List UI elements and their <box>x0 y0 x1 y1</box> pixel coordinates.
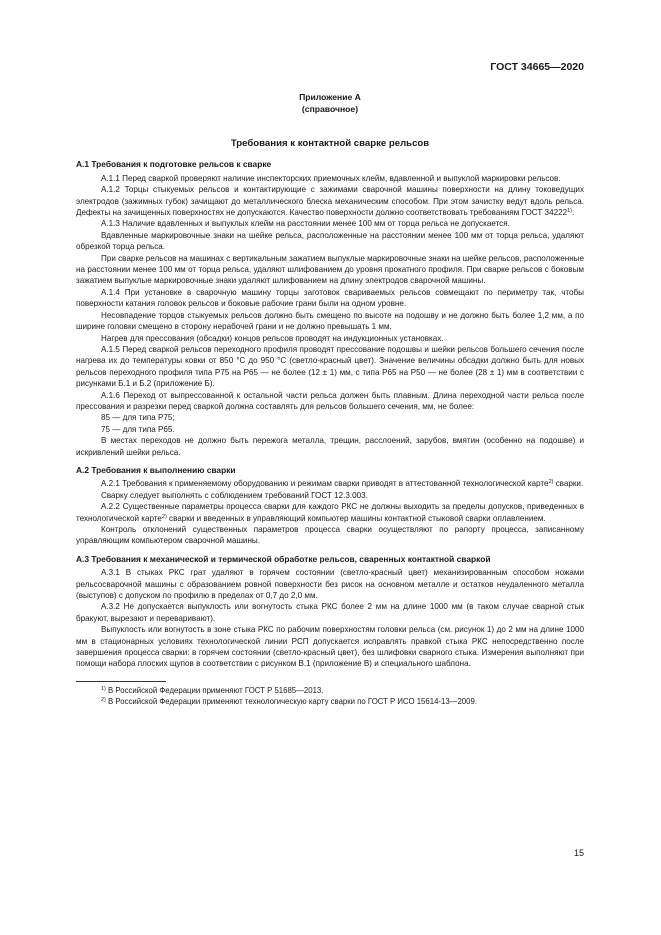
paragraph: А.1.4 При установке в сварочную машину торцы заготовок свариваемых рельсов совмещают по периметру так, чтобы поверхности катания головок рельсов и боковые рабочие грани были на одном уровне. <box>76 287 584 309</box>
footnote-ref: 1) <box>567 208 572 215</box>
paragraph: Несовпадение торцов стыкуемых рельсов должно быть смещено по высоте на подошву и не должно быть более 1,2 мм, а по ширине головки смещено в сторону нерабочей грани и не должно превышать 1 мм. <box>76 310 584 332</box>
annex-title: Требования к контактной сварке рельсов <box>230 138 430 149</box>
paragraph: В местах переходов не должно быть пережога металла, трещин, расслоений, зарубов, вмятин (особенно на подошве) и искривлений шейки рельса. <box>76 436 584 457</box>
paragraph: Выпуклость или вогнутость в зоне стыка РКС по рабочим поверхностям головки рельса (см. рисунок 1) до 2 мм на длине 1000 мм в стационарных условиях технологической линии РСП допускается исправлять правкой стыка РКС непосредственно после завершения процесса сварки: в горячем состоянии (светло-красный цвет), без шлифовки сварного стыка. Измерения выполняют при помощи набора плоских щупов в соответствии с рисунком В.1 (приложение В) и специального шаблона. <box>76 625 584 669</box>
section-a3-heading: А.3 Требования к механической и термической обработке рельсов, сваренных контактной сваркой <box>76 553 491 564</box>
footnote-2: $^{2)}$ В Российской Федерации применяют технологическую карту сварки по ГОСТ Р ИСО 15614-13—2009. <box>101 697 477 707</box>
paragraph: А.1.6 Переход от выпрессованной к остальной части рельса должен быть плавным. Длина переходной части рельса после прессования и разрезки перед сваркой должна составлять для рельсов большего сечения, мм, не более: <box>76 390 584 411</box>
annex-type: (справочное) <box>301 103 359 114</box>
paragraph: А.1.2 Торцы стыкуемых рельсов и контактирующие с зажимами сварочной машины поверхности на длину токоведущих электродов (зажимных губок) зачищают до металлического блеска механическим способом. При этом зачистку ведут вдоль рельса. Дефекты на зачищенных поверхностях не допускаются. Качество поверхности должно соответствовать требованиям ГОСТ 34222$^{1)}$. <box>76 185 584 218</box>
paragraph: При сварке рельсов на машинах с вертикальным зажатием выпуклые маркировочные знаки на шейке рельсов, расположенные на расстоянии менее 100 мм от торца рельса, удаляют шлифованием до уровня прокатного профиля. При сварке рельсов с боковым зажатием выпуклые маркировочные знаки удаляют шлифованием на длину электродов сварочной машины. <box>76 253 584 286</box>
footnote-ref: 2) <box>161 513 167 520</box>
footnote-1: $^{1)}$ В Российской Федерации применяют ГОСТ Р 51685—2013. <box>101 685 324 695</box>
page-number: 15 <box>573 848 584 858</box>
paragraph: А.2.2 Существенные параметры процесса сварки для каждого РКС не должны выходить за пределы допусков, приведенных в технологической карте$^{2)}$ сварки и введенных в управляющий компьютер машины контактной стыковой сварки оплавлением. <box>76 502 584 523</box>
section-a1-heading: А.1 Требования к подготовке рельсов к сварке <box>76 159 272 170</box>
footnote-divider <box>76 681 166 682</box>
paragraph: Сварку следует выполнять с соблюдением требований ГОСТ 12.3.003. <box>101 490 368 500</box>
paragraph: А.1.3 Наличие вдавленных и выпуклых клейм на расстоянии менее 100 мм от торца рельса не допускается. <box>101 219 510 229</box>
paragraph: А.1.1 Перед сваркой проверяют наличие инспекторских приемочных клейм, вдавленной и выпуклой маркировки рельсов. <box>101 173 561 183</box>
section-a2-heading: А.2 Требования к выполнению сварки <box>76 464 236 475</box>
paragraph: А.3.2 Не допускается выпуклость или вогнутость стыка РКС более 2 мм на длине 1000 мм (в таком случае сварной стык бракуют, вырезают и переваривают). <box>76 602 584 623</box>
paragraph: А.1.5 Перед сваркой рельсов переходного профиля проводят прессование подошвы и шейки рельсов большего сечения после нагрева их до температуры ковки от 850 °С до 950 °С (светло-красный цвет). Значение величины обсадки должно быть для новых рельсов переходного профиля типа Р75 на Р65 — не более (12 ± 1) мм, с типа Р65 на Р50 — не более (28 ± 1) мм в соответствии с рисунками Б.1 и Б.2 (приложение Б). <box>76 344 584 389</box>
annex-label: Приложение А <box>299 92 361 102</box>
list-item: 85 — для типа Р75; <box>101 413 175 423</box>
document-code: ГОСТ 34665—2020 <box>490 61 584 73</box>
footnote-ref: 2) <box>548 479 554 486</box>
paragraph: Контроль отклонений существенных параметров процесса сварки осуществляют по рапорту процесса, записанному управляющим компьютером сварочной машины. <box>76 525 584 546</box>
paragraph: А.3.1 В стыках РКС грат удаляют в горячем состоянии (светло-красный цвет) механизированным способом ножами рельсосварочной машины с образованием ровной поверхности без рисок на основном металле и остатков неудаленного металла (выступов) с допуском по профилю в пределах от 0,7 до 2,0 мм. <box>76 568 584 601</box>
paragraph: Нагрев для прессования (обсадки) концов рельсов проводят на индукционных установках. <box>101 333 444 343</box>
paragraph: А.2.1 Требования к применяемому оборудованию и режимам сварки приводят в аттестованной технологической карте$^{2)}$ сварки. <box>101 479 584 489</box>
paragraph: Вдавленные маркировочные знаки на шейке рельса, расположенные на расстоянии менее 100 мм от торца рельса, удаляют обрезкой торца рельса. <box>76 230 584 252</box>
page-content <box>76 92 584 708</box>
list-item: 75 — для типа Р65. <box>101 424 175 434</box>
